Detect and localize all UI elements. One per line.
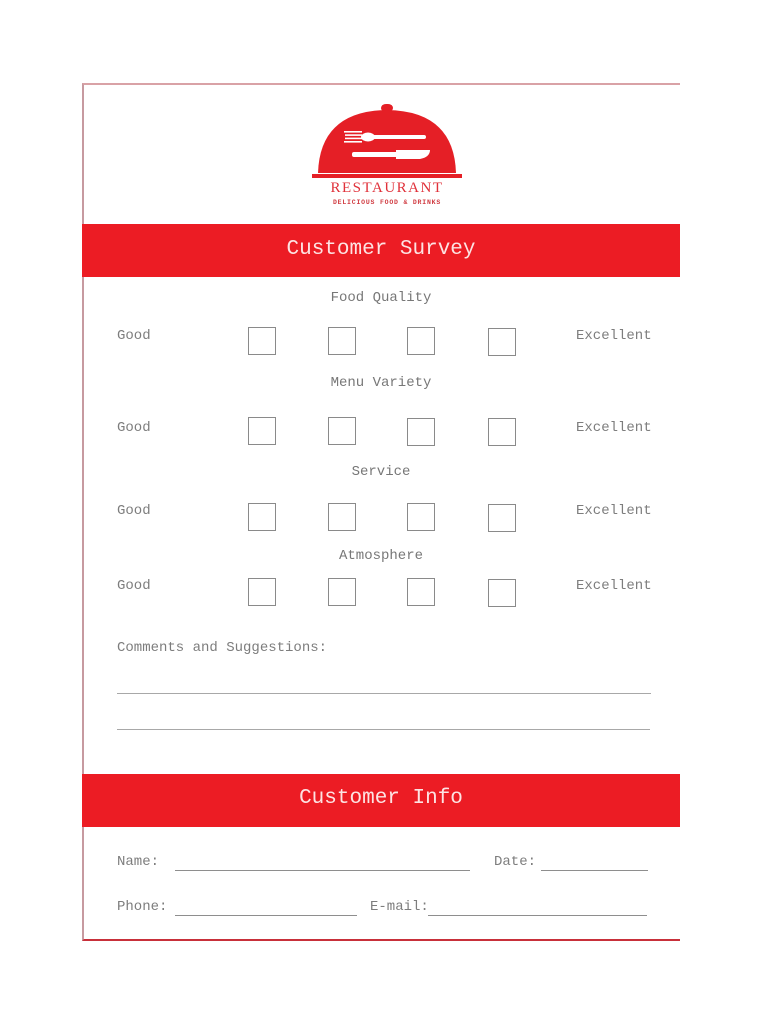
- name-label: Name:: [117, 854, 160, 870]
- service-option-4-checkbox[interactable]: [488, 504, 516, 532]
- restaurant-logo: [312, 101, 462, 211]
- customer-info-header: Customer Info: [82, 774, 680, 827]
- phone-field[interactable]: [175, 915, 357, 916]
- atmosphere-option-3-checkbox[interactable]: [407, 578, 435, 606]
- cloche-with-fork-and-knife-icon: [312, 101, 462, 181]
- phone-label: Phone:: [117, 899, 168, 915]
- comments-line-2[interactable]: [117, 729, 650, 730]
- survey-form: [82, 83, 680, 941]
- name-field[interactable]: [175, 870, 470, 871]
- date-field[interactable]: [541, 870, 648, 871]
- scale-high-label: Excellent: [576, 328, 652, 344]
- menu-variety-option-3-checkbox[interactable]: [407, 418, 435, 446]
- service-option-1-checkbox[interactable]: [248, 503, 276, 531]
- scale-high-label: Excellent: [576, 578, 652, 594]
- question-title-atmosphere: Atmosphere: [338, 548, 423, 564]
- scale-low-label: Good: [117, 328, 151, 344]
- comments-line-1[interactable]: [117, 693, 651, 694]
- scale-high-label: Excellent: [576, 420, 652, 436]
- menu-variety-option-2-checkbox[interactable]: [328, 417, 356, 445]
- atmosphere-option-2-checkbox[interactable]: [328, 578, 356, 606]
- food-quality-option-3-checkbox[interactable]: [407, 327, 435, 355]
- email-field[interactable]: [428, 915, 647, 916]
- scale-low-label: Good: [117, 503, 151, 519]
- food-quality-option-2-checkbox[interactable]: [328, 327, 356, 355]
- food-quality-option-1-checkbox[interactable]: [248, 327, 276, 355]
- date-label: Date:: [494, 854, 537, 870]
- question-title-service: Service: [351, 464, 411, 480]
- comments-label: Comments and Suggestions:: [117, 640, 328, 656]
- menu-variety-option-1-checkbox[interactable]: [248, 417, 276, 445]
- scale-high-label: Excellent: [576, 503, 652, 519]
- scale-low-label: Good: [117, 578, 151, 594]
- question-title-menu-variety: Menu Variety: [330, 375, 432, 391]
- email-label: E-mail:: [370, 899, 429, 915]
- logo-title: RESTAURANT: [330, 180, 444, 196]
- atmosphere-option-1-checkbox[interactable]: [248, 578, 276, 606]
- question-title-food-quality: Food Quality: [330, 290, 432, 306]
- food-quality-option-4-checkbox[interactable]: [488, 328, 516, 356]
- service-option-3-checkbox[interactable]: [407, 503, 435, 531]
- logo-subtitle: DELICIOUS FOOD & DRINKS: [332, 199, 442, 206]
- scale-low-label: Good: [117, 420, 151, 436]
- customer-survey-header: Customer Survey: [82, 224, 680, 277]
- service-option-2-checkbox[interactable]: [328, 503, 356, 531]
- menu-variety-option-4-checkbox[interactable]: [488, 418, 516, 446]
- atmosphere-option-4-checkbox[interactable]: [488, 579, 516, 607]
